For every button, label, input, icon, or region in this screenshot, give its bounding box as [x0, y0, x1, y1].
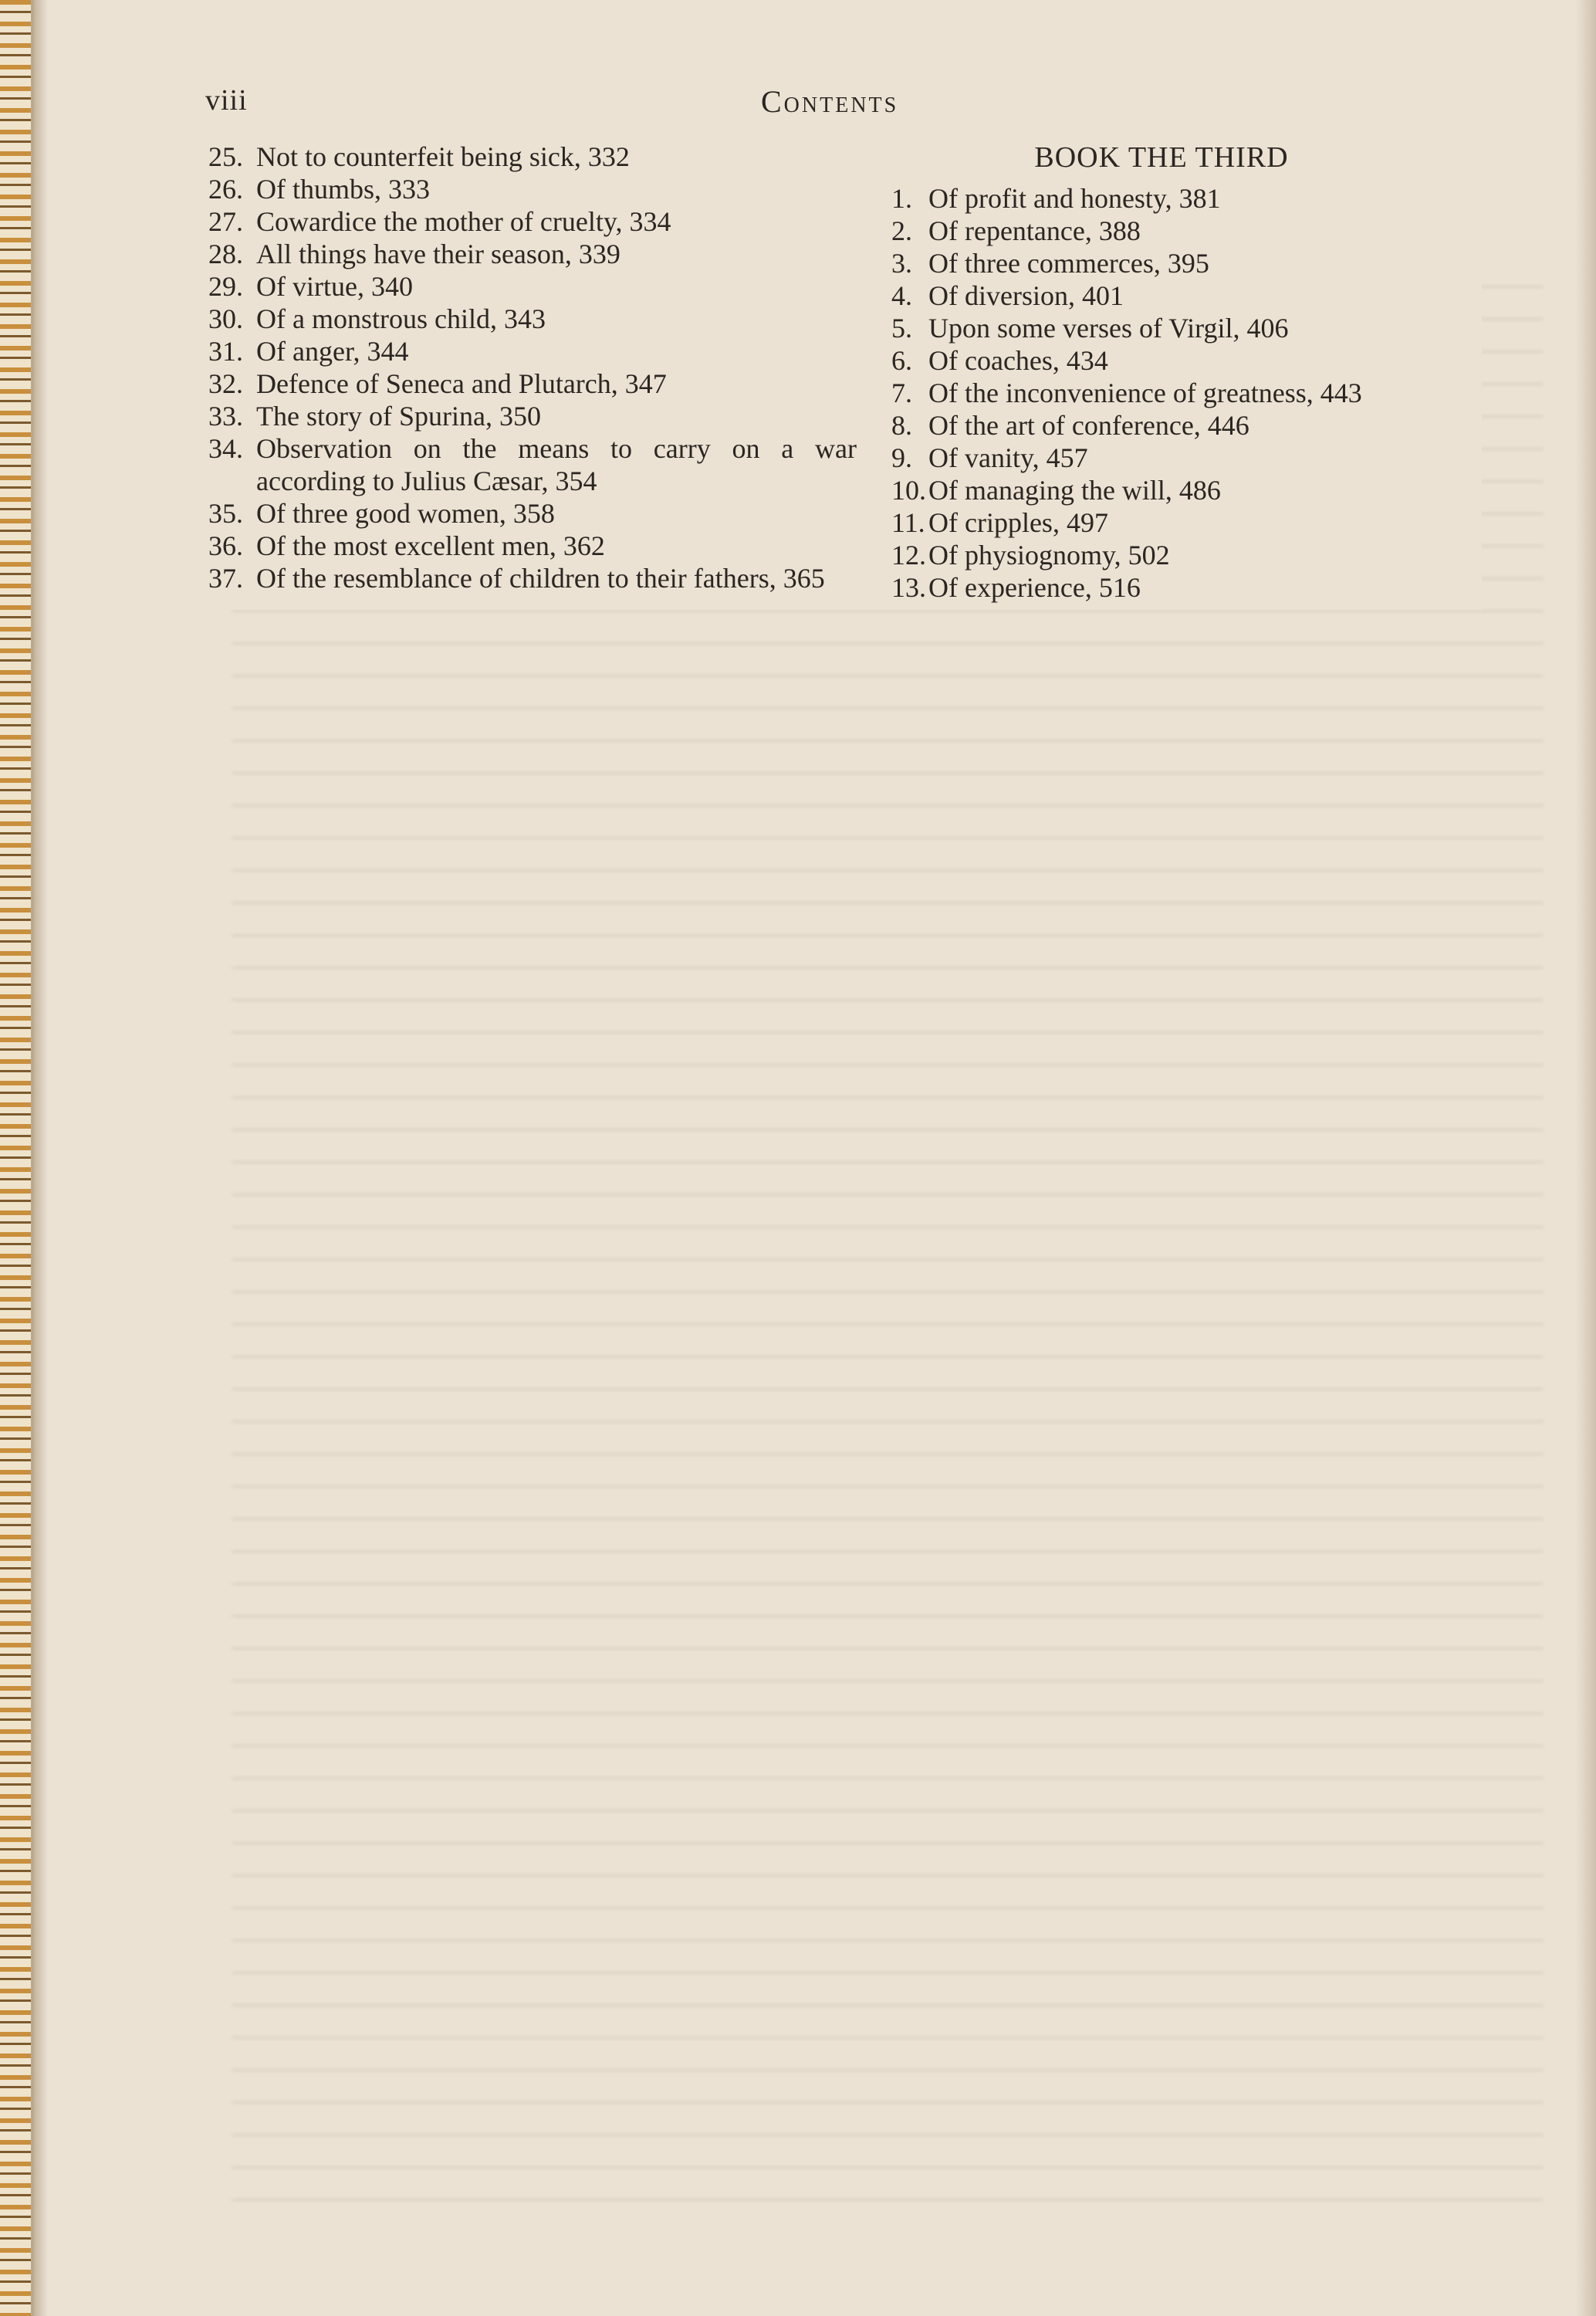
entry-number: 3. [891, 248, 912, 279]
toc-entry [208, 530, 857, 562]
entry-title: Of three good women, 358 [256, 498, 555, 529]
toc-entry [208, 303, 857, 335]
entry-title: Of the resemblance of children to their fathers, 365 [256, 563, 825, 594]
entry-number: 28. [208, 239, 243, 269]
toc-entry [208, 400, 857, 432]
toc-entry [208, 367, 857, 400]
entry-number: 2. [891, 215, 912, 246]
entry-number: 7. [891, 378, 912, 408]
entry-title: Of vanity, 457 [928, 442, 1088, 473]
entry-number: 4. [891, 280, 912, 311]
entry-number: 34. [208, 433, 243, 464]
entry-number: 31. [208, 336, 243, 367]
entry-number: 30. [208, 303, 243, 334]
entry-title: Cowardice the mother of cruelty, 334 [256, 206, 671, 237]
entry-title: Of the most excellent men, 362 [256, 530, 605, 561]
toc-entry [891, 506, 1432, 539]
entry-title: The story of Spurina, 350 [256, 401, 541, 432]
entry-title: Of a monstrous child, 343 [256, 303, 546, 334]
entry-title: Of physiognomy, 502 [928, 540, 1170, 571]
entry-number: 8. [891, 410, 912, 441]
toc-entry [891, 539, 1432, 571]
entry-number: 11. [891, 507, 925, 538]
book-heading: BOOK THE THIRD [1034, 141, 1289, 174]
entry-number: 26. [208, 174, 243, 205]
toc-entry [891, 344, 1432, 377]
entry-title: Of experience, 516 [928, 572, 1141, 603]
entry-number: 27. [208, 206, 243, 237]
toc-entry [891, 571, 1432, 604]
entry-title: Of diversion, 401 [928, 280, 1124, 311]
entry-number: 36. [208, 530, 243, 561]
entry-number: 6. [891, 345, 912, 376]
toc-entry [891, 279, 1432, 312]
toc-entry [891, 474, 1432, 506]
page-header [205, 83, 1471, 130]
toc-entry [891, 409, 1432, 442]
entry-title: Defence of Seneca and Plutarch, 347 [256, 368, 667, 399]
entry-title: Of repentance, 388 [928, 215, 1141, 246]
toc-entry [891, 215, 1432, 247]
entry-number: 25. [208, 141, 243, 172]
contents-right-column [891, 141, 1432, 604]
entry-title: Of profit and honesty, 381 [928, 183, 1221, 214]
entry-title: Upon some verses of Virgil, 406 [928, 313, 1289, 344]
toc-entry [891, 377, 1432, 409]
toc-entry [208, 562, 857, 594]
toc-entry [208, 270, 857, 303]
toc-entry [208, 173, 857, 205]
running-title: Contents [761, 84, 899, 119]
entry-number: 29. [208, 271, 243, 302]
toc-list-right [891, 182, 1432, 604]
toc-entry [208, 335, 857, 367]
toc-entry [208, 432, 857, 497]
book-binding-edge [0, 0, 34, 2316]
entry-title: Not to counterfeit being sick, 332 [256, 141, 630, 172]
entry-number: 13. [891, 572, 926, 603]
entry-number: 33. [208, 401, 243, 432]
entry-title: Of thumbs, 333 [256, 174, 430, 205]
toc-list-left [208, 141, 857, 594]
page-number: viii [205, 84, 248, 117]
toc-entry [891, 442, 1432, 474]
page-edge-shadow [1576, 0, 1596, 2316]
entry-number: 37. [208, 563, 243, 594]
entry-title: Of coaches, 434 [928, 345, 1108, 376]
toc-entry [891, 247, 1432, 279]
entry-title: Of the inconvenience of greatness, 443 [928, 378, 1362, 408]
toc-entry [208, 205, 857, 238]
toc-entry [891, 312, 1432, 344]
toc-entry [891, 182, 1432, 215]
entry-title: Of three commerces, 395 [928, 248, 1209, 279]
contents-left-column [208, 141, 857, 594]
entry-title: Of anger, 344 [256, 336, 409, 367]
toc-entry [208, 497, 857, 530]
entry-number: 1. [891, 183, 912, 214]
entry-title: Of cripples, 497 [928, 507, 1108, 538]
entry-number: 10. [891, 475, 926, 506]
entry-number: 9. [891, 442, 912, 473]
entry-title: Of managing the will, 486 [928, 475, 1221, 506]
entry-title: All things have their season, 339 [256, 239, 620, 269]
entry-title: Of the art of conference, 446 [928, 410, 1249, 441]
entry-number: 32. [208, 368, 243, 399]
entry-number: 5. [891, 313, 912, 344]
entry-title: Of virtue, 340 [256, 271, 413, 302]
entry-title: Observation on the means to carry on a war according to Julius Cæsar, 354 [256, 433, 857, 496]
entry-number: 12. [891, 540, 926, 571]
entry-number: 35. [208, 498, 243, 529]
toc-entry [208, 141, 857, 173]
toc-entry [208, 238, 857, 270]
spine-shadow [34, 0, 48, 2316]
